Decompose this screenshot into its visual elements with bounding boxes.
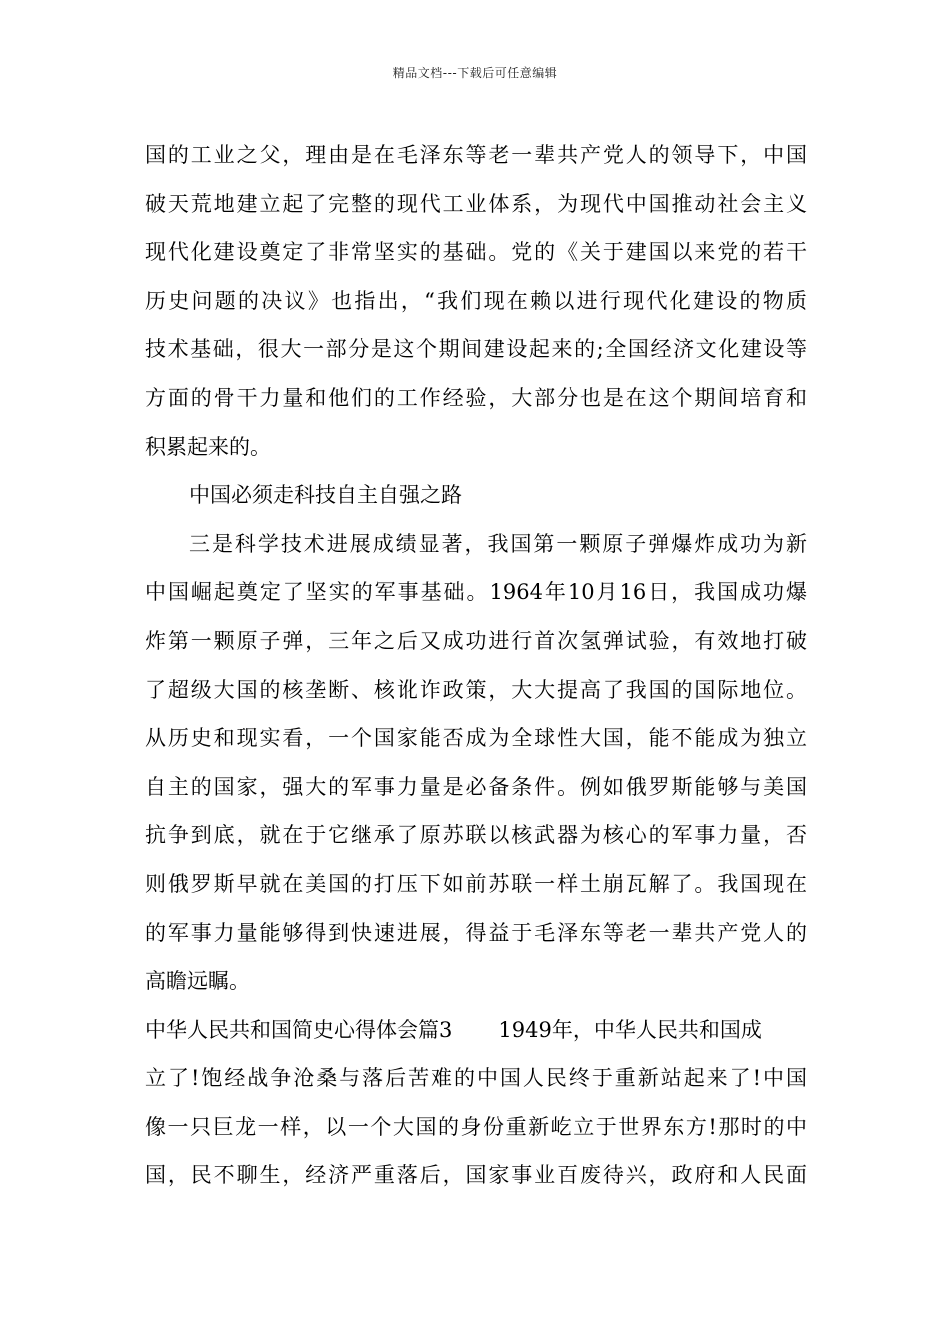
paragraph-line: 自主的国家，强大的军事力量是必备条件。例如俄罗斯能够与美国: [145, 774, 807, 799]
paragraph-line: 三是科学技术进展成绩显著，我国第一颗原子弹爆炸成功为新: [189, 531, 807, 556]
paragraph-line: 抗争到底，就在于它继承了原苏联以核武器为核心的军事力量，否: [145, 823, 807, 848]
paragraph-line: 了超级大国的核垄断、核讹诈政策，大大提高了我国的国际地位。: [145, 677, 807, 702]
section-title-line: [145, 1006, 807, 1055]
paragraph-line: 破天荒地建立起了完整的现代工业体系，为现代中国推动社会主义: [145, 191, 807, 216]
paragraph-line: 立了!饱经战争沧桑与落后苦难的中国人民终于重新站起来了!中国: [145, 1066, 807, 1091]
paragraph-line: 积累起来的。: [145, 434, 271, 459]
paragraph-line: 方面的骨干力量和他们的工作经验，大部分也是在这个期间培育和: [145, 385, 807, 410]
paragraph-line: 国，民不聊生，经济严重落后，国家事业百废待兴，政府和人民面: [145, 1163, 807, 1188]
paragraph-line: 高瞻远瞩。: [145, 969, 250, 994]
paragraph-line: 的军事力量能够得到快速进展，得益于毛泽东等老一辈共产党人的: [145, 920, 807, 945]
paragraph-line: 历史问题的决议》也指出，“我们现在赖以进行现代化建设的物质: [145, 288, 807, 313]
paragraph-line: 像一只巨龙一样，以一个大国的身份重新屹立于世界东方!那时的中: [145, 1114, 807, 1139]
section-first-text: 1949年，中华人民共和国成: [498, 1017, 762, 1042]
paragraph-line: 现代化建设奠定了非常坚实的基础。党的《关于建国以来党的若干: [145, 240, 807, 265]
paragraph-line: 技术基础，很大一部分是这个期间建设起来的;全国经济文化建设等: [145, 337, 807, 362]
paragraph-line: 从历史和现实看，一个国家能否成为全球性大国，能不能成为独立: [145, 726, 807, 751]
paragraph-line: 则俄罗斯早就在美国的打压下如前苏联一样土崩瓦解了。我国现在: [145, 871, 807, 896]
section-title: 中华人民共和国简史心得体会篇3: [145, 1017, 453, 1042]
section-heading: 中国必须走科技自主自强之路: [189, 483, 462, 508]
paragraph-line: 国的工业之父，理由是在毛泽东等老一辈共产党人的领导下，中国: [145, 143, 807, 167]
document-body: [145, 131, 807, 1200]
paragraph-line: 中国崛起奠定了坚实的军事基础。1964年10月16日，我国成功爆: [145, 580, 807, 605]
page-header: 精品文档---下载后可任意编辑: [392, 66, 558, 80]
paragraph-line: 炸第一颗原子弹，三年之后又成功进行首次氢弹试验，有效地打破: [145, 628, 807, 653]
